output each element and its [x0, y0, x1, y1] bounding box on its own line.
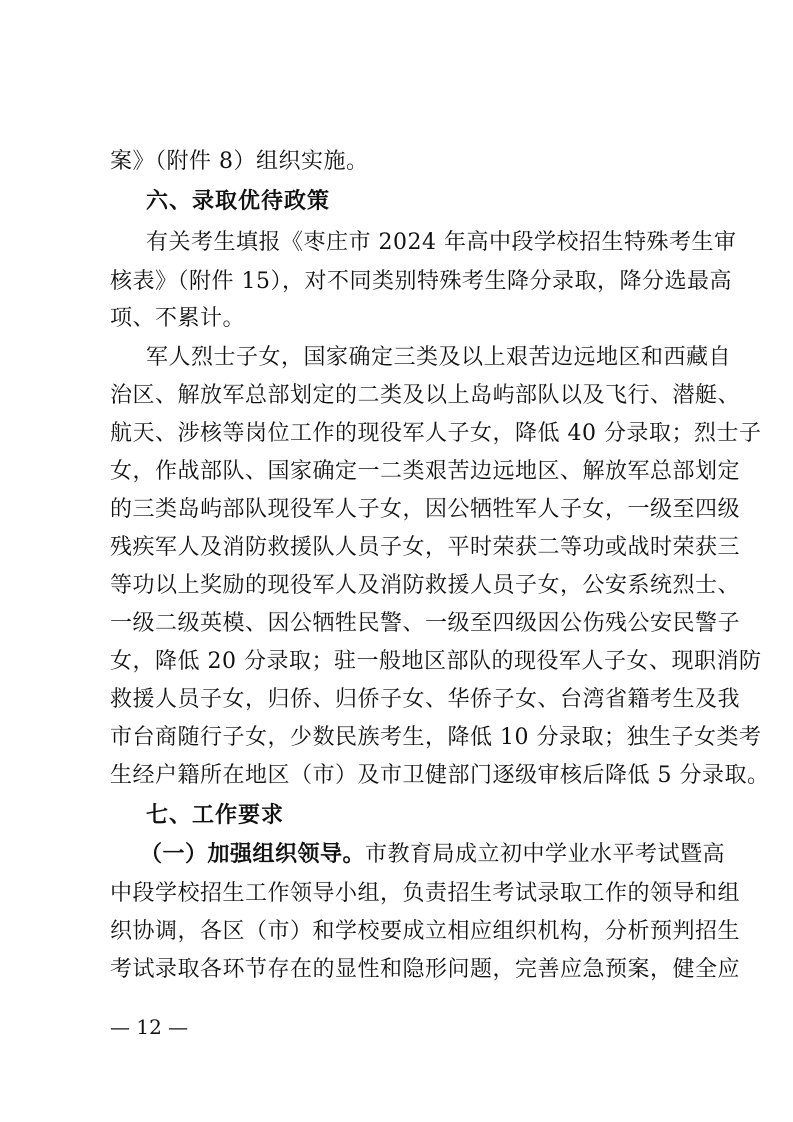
- paragraph-line: [140, 842, 726, 867]
- paragraph-line: 中段学校招生工作领导小组，负责招生考试录取工作的领导和组: [110, 881, 741, 906]
- paragraph-line: 核表》（附件 15），对不同类别特殊考生降分录取，降分选最高: [110, 269, 732, 294]
- paragraph-line-continuation: 市教育局成立初中学业水平考试暨高: [365, 842, 726, 867]
- subheading-strengthen-leadership: （一）加强组织领导。: [140, 842, 366, 867]
- paragraph-line: 有关考生填报《枣庄市 2024 年高中段学校招生特殊考生审: [146, 230, 737, 255]
- section-heading-work-requirements: 七、工作要求: [146, 803, 285, 828]
- paragraph-line: 考试录取各环节存在的显性和隐形问题，完善应急预案，健全应: [110, 957, 741, 982]
- paragraph-line: 一级二级英模、因公牺牲民警、一级至四级因公伤残公安民警子: [110, 611, 741, 636]
- paragraph-line: 生经户籍所在地区（市）及市卫健部门逐级审核后降低 5 分录取。: [110, 763, 770, 788]
- paragraph-line: 等功以上奖励的现役军人及消防救援人员子女，公安系统烈士、: [110, 573, 741, 598]
- paragraph-line: 项、不累计。: [110, 306, 246, 331]
- paragraph-line: 航天、涉核等岗位工作的现役军人子女，降低 40 分录取；烈士子: [110, 421, 762, 446]
- page-number: — 12 —: [110, 1015, 189, 1039]
- paragraph-line: 军人烈士子女，国家确定三类及以上艰苦边远地区和西藏自: [146, 345, 732, 370]
- paragraph-line: 的三类岛屿部队现役军人子女，因公牺牲军人子女，一级至四级: [110, 497, 741, 522]
- paragraph-line: 女，作战部队、国家确定一二类艰苦边远地区、解放军总部划定: [110, 459, 741, 484]
- section-heading-preferential-policy: 六、录取优待政策: [146, 189, 331, 214]
- paragraph-line: 残疾军人及消防救援队人员子女，平时荣获二等功或战时荣获三: [110, 535, 741, 560]
- paragraph-line: 案》（附件 8）组织实施。: [110, 149, 369, 174]
- paragraph-line: 市台商随行子女，少数民族考生，降低 10 分录取；独生子女类考: [110, 725, 762, 750]
- paragraph-line: 女，降低 20 分录取；驻一般地区部队的现役军人子女、现职消防: [110, 649, 762, 674]
- paragraph-line: 治区、解放军总部划定的二类及以上岛屿部队以及飞行、潜艇、: [110, 383, 741, 408]
- paragraph-line: 织协调，各区（市）和学校要成立相应组织机构，分析预判招生: [110, 919, 741, 944]
- paragraph-line: 救援人员子女，归侨、归侨子女、华侨子女、台湾省籍考生及我: [110, 687, 741, 712]
